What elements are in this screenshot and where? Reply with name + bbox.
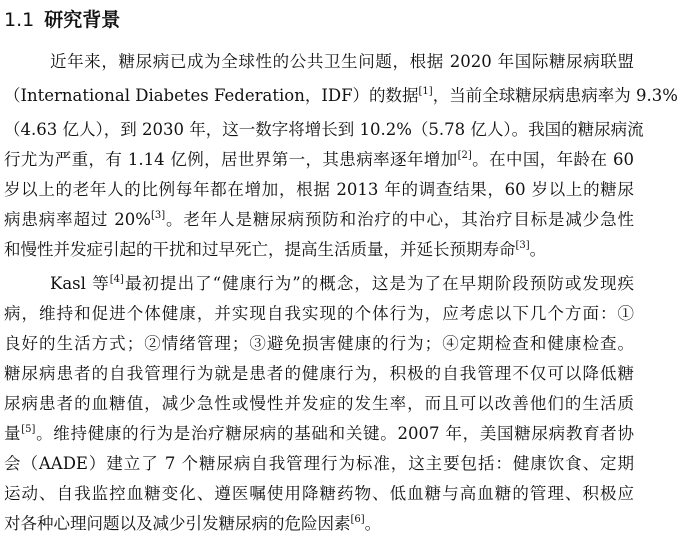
citation-marker[interactable]: [1]: [418, 86, 433, 97]
citation-marker[interactable]: [3]: [515, 240, 530, 251]
text-run: 糖尿病患者的自我管理行为就是患者的健康行为，积极的自我管理不仅可以降低糖: [4, 364, 634, 383]
text-run: 行尤为严重，有 1.14 亿例，居世界第一，其患病率逐年增加: [4, 150, 458, 169]
citation-marker[interactable]: [5]: [21, 424, 36, 435]
text-run: （International Diabetes Federation，IDF）的数据: [4, 86, 419, 105]
citation-marker[interactable]: [2]: [457, 150, 472, 161]
text-line: [4, 176, 634, 204]
text-line: [4, 360, 634, 388]
text-run: ，当前全球糖尿病患病率为 9.3%: [432, 86, 678, 105]
text-line: [50, 270, 634, 298]
citation-marker[interactable]: [3]: [150, 210, 166, 221]
section-title: 研究背景: [44, 9, 121, 31]
text-run: 运动、自我监控血糖变化、遵医嘱使用降糖药物、低血糖与高血糖的管理、积极应: [4, 484, 634, 503]
text-run: 。: [529, 240, 547, 259]
text-run: 良好的生活方式；②情绪管理；③避免损害健康的行为；④定期检查和健康检查。: [4, 334, 634, 353]
text-line: [50, 48, 634, 76]
text-line: [4, 236, 546, 264]
citation-marker[interactable]: [4]: [109, 274, 124, 285]
text-line: [4, 420, 634, 448]
text-run: 尿病患者的血糖值，减少急性或慢性并发症的发生率，而且可以改善他们的生活质: [4, 394, 634, 413]
text-run: Kasl 等: [50, 274, 110, 293]
text-run: 。在中国，年龄在 60: [471, 150, 634, 169]
text-line: [4, 82, 678, 110]
text-run: 岁以上的老年人的比例每年都在增加，根据 2013 年的调查结果，60 岁以上的糖尿: [4, 180, 634, 199]
section-number: 1.1: [4, 9, 35, 31]
text-line: [4, 330, 634, 358]
text-run: 。老年人是糖尿病预防和治疗的中心，其治疗目标是减少急性: [165, 210, 635, 229]
text-line: [4, 206, 634, 234]
text-run: 病，维持和促进个体健康，并实现自我实现的个体行为，应考虑以下几个方面：①: [4, 304, 634, 323]
text-run: 近年来，糖尿病已成为全球性的公共卫生问题，根据 2020 年国际糖尿病联盟: [50, 52, 634, 71]
text-run: （4.63 亿人），到 2030 年，这一数字将增长到 10.2%（5.78 亿人）。我国的糖尿病流: [4, 120, 644, 139]
text-line: [4, 300, 634, 328]
text-run: 和慢性并发症引起的干扰和过早死亡，提高生活质量，并延长预期寿命: [4, 240, 516, 259]
text-run: 。维持健康的行为是治疗糖尿病的基础和关键。2007 年，美国糖尿病教育者协: [35, 424, 634, 443]
text-line: [4, 116, 644, 144]
text-line: [4, 146, 634, 174]
text-run: 最初提出了“健康行为”的概念，这是为了在早期阶段预防或发现疾: [123, 274, 634, 293]
text-line: [4, 390, 634, 418]
text-run: 量: [4, 424, 22, 443]
section-heading: [4, 6, 120, 34]
citation-marker[interactable]: [6]: [350, 514, 365, 525]
text-line: [4, 510, 381, 538]
text-line: [4, 480, 634, 508]
text-run: 。: [364, 514, 382, 533]
text-run: 会（AADE）建立了 7 个糖尿病自我管理行为标准，这主要包括：健康饮食、定期: [4, 454, 634, 473]
text-run: 对各种心理问题以及减少引发糖尿病的危险因素: [4, 514, 351, 533]
text-run: 病患病率超过 20%: [4, 210, 151, 229]
text-line: [4, 450, 634, 478]
